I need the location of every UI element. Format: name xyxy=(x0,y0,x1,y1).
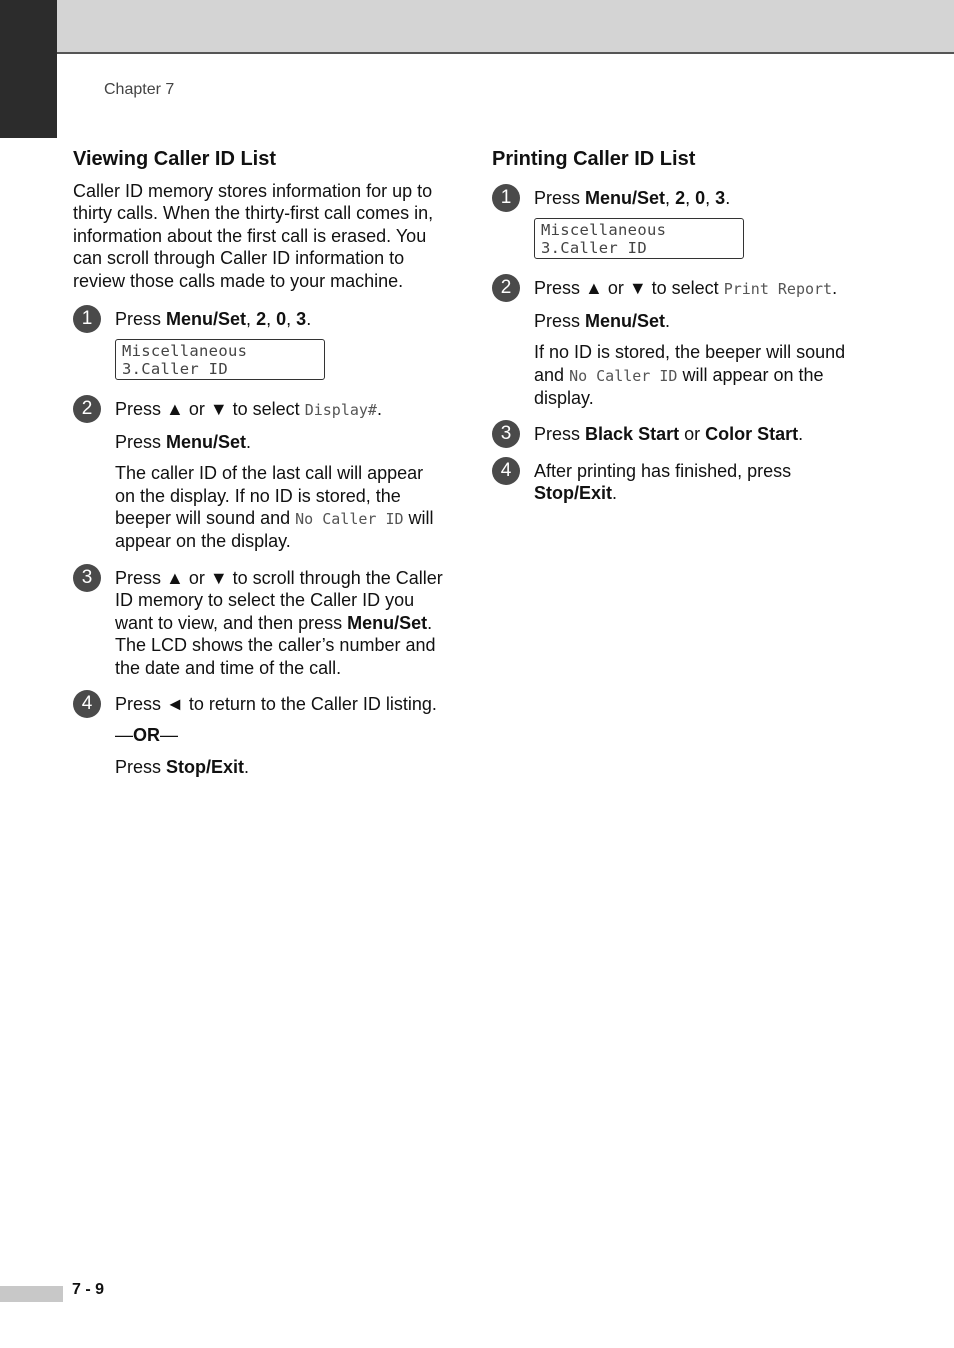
section-title: Printing Caller ID List xyxy=(492,148,696,170)
step-text: Press ▲ or ▼ to scroll through the Caller ID memory to select the Caller ID you want to view, and then press Menu/Set. The LCD shows the caller’s number and the date and time of the call. xyxy=(115,567,443,678)
step-3 xyxy=(73,567,443,679)
step-text: After printing has finished, press Stop/Exit. xyxy=(534,460,792,504)
printing-section xyxy=(492,146,872,519)
step-3 xyxy=(492,423,872,445)
step-1 xyxy=(73,308,443,380)
step-number: 4 xyxy=(492,457,520,485)
step-number: 1 xyxy=(492,184,520,212)
step-text: Press ▲ or ▼ to select Display#. xyxy=(115,399,382,420)
step-number: 2 xyxy=(73,395,101,423)
viewing-section xyxy=(73,146,443,792)
step-text: Press ◄ to return to the Caller ID listing. xyxy=(115,693,437,714)
step-text: If no ID is stored, the beeper will sound and No Caller ID will appear on the display. xyxy=(534,342,846,409)
step-text: Press Menu/Set. xyxy=(115,431,252,452)
step-2 xyxy=(73,398,443,552)
step-4 xyxy=(73,693,443,778)
lcd-line-2: 3.Caller ID xyxy=(122,360,228,379)
lcd-line-1: Miscellaneous xyxy=(541,221,667,240)
step-text: Press Menu/Set, 2, 0, 3. xyxy=(115,309,312,330)
or-separator: —OR— xyxy=(115,725,178,746)
lcd-display xyxy=(115,339,325,380)
step-text: Press Black Start or Color Start. xyxy=(534,424,804,445)
footer-bar xyxy=(0,1286,63,1302)
step-number: 4 xyxy=(73,690,101,718)
step-number: 3 xyxy=(73,564,101,592)
lcd-line-2: 3.Caller ID xyxy=(541,239,647,258)
chapter-label: Chapter 7 xyxy=(104,81,175,98)
section-title: Viewing Caller ID List xyxy=(73,148,277,170)
step-text: Press Menu/Set, 2, 0, 3. xyxy=(534,188,731,208)
page-number: 7 - 9 xyxy=(72,1281,105,1298)
step-4 xyxy=(492,460,872,505)
step-1 xyxy=(492,187,872,259)
lcd-display xyxy=(534,218,744,259)
lcd-line-1: Miscellaneous xyxy=(122,342,248,361)
step-text: Press ▲ or ▼ to select Print Report. xyxy=(534,278,838,299)
step-text: Press Stop/Exit. xyxy=(115,756,250,777)
chapter-tab xyxy=(0,0,57,138)
step-text: Press Menu/Set. xyxy=(534,310,671,331)
intro-paragraph: Caller ID memory stores information for up to thirty calls. When the thirty-first call comes in, information about the first call is erased. You can scroll through Caller ID information to review those calls made to your machine. xyxy=(73,181,434,291)
step-number: 1 xyxy=(73,305,101,333)
step-2 xyxy=(492,277,872,409)
header-band xyxy=(0,0,954,54)
step-number: 3 xyxy=(492,420,520,448)
step-number: 2 xyxy=(492,274,520,302)
step-text: The caller ID of the last call will appear on the display. If no ID is stored, the beeper will sound and No Caller ID will appear on the display. xyxy=(115,463,434,552)
